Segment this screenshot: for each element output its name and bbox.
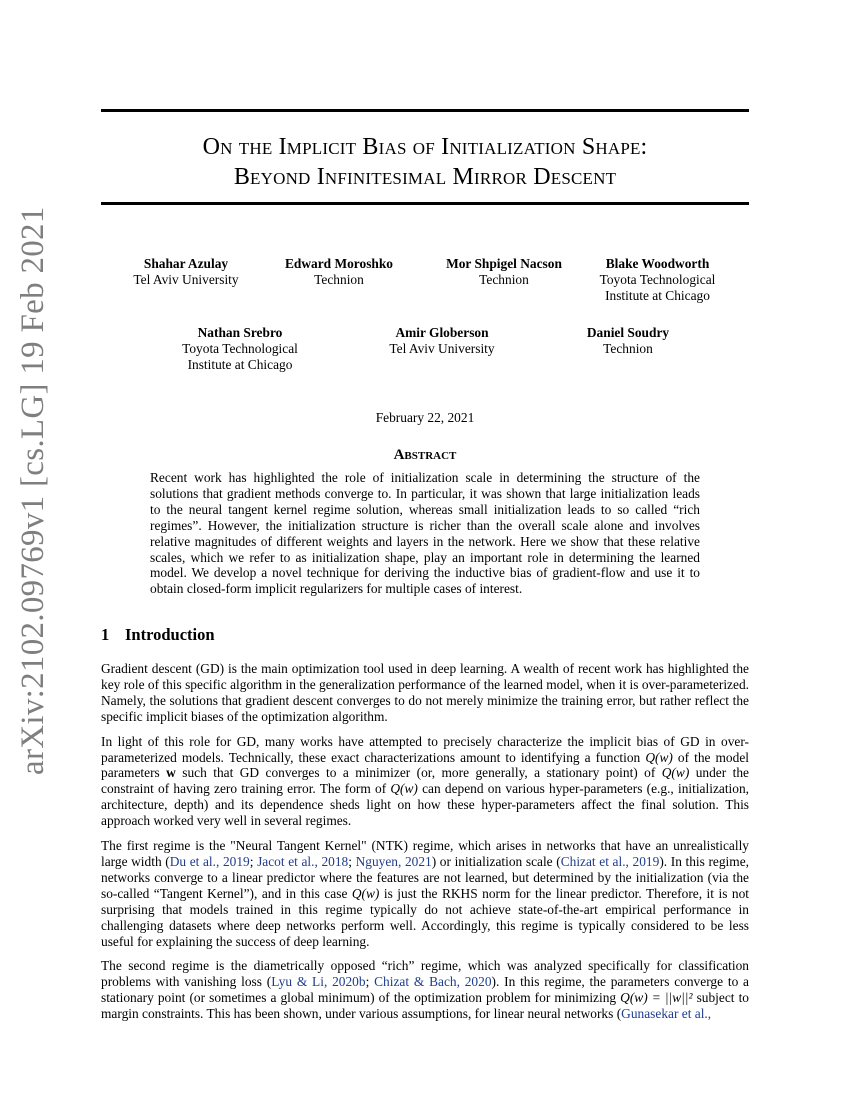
citation-link[interactable]: Chizat et al., 2019 xyxy=(560,853,660,869)
paragraph: In light of this role for GD, many works have attempted to precisely characterize the implicit bias of GD in over-parameterized models. Technically, these exact characterizations amount to identifying a function Q(w) of the model parameters w such that GD converges to a minimizer (or, more generally, a stationary point) of Q(w) under the constraint of having zero training error. The form of Q(w) can depend on various hyper-parameters (e.g., initialization, architecture, depth) and its dependence sheds light on how these hyper-parameters affect the final solution. This approach worked very well in several regimes. xyxy=(101,733,750,829)
author-affiliation: Toyota Technological xyxy=(599,272,716,287)
math-expression: Q(w) xyxy=(645,749,673,765)
title-bottom-rule xyxy=(101,202,749,205)
author-name: Nathan Srebro xyxy=(197,325,283,340)
section-number: 1 xyxy=(101,625,110,644)
paragraph: The first regime is the "Neural Tangent Kernel" (NTK) regime, which arises in networks that have an unrealistically large width (Du et al., 2019; Jacot et al., 2018; Nguyen, 2021) or initialization scale (Chizat et al., 2019). In this regime, networks converge to a linear predictor where the features are not learned, but determined by the initialization (via the so-called “Tangent Kernel”), and in this case Q(w) is just the RKHS norm for the linear predictor. Therefore, it is not surprising that models trained in this regime typically do not achieve state-of-the-art empirical performance in challenging datasets where deep networks perform well. Accordingly, this regime is typically considered to be less useful for explaining the success of deep learning. xyxy=(101,838,749,949)
author-affiliation: Institute at Chicago xyxy=(187,357,293,372)
title-line-2: Beyond Infinitesimal Mirror Descent xyxy=(233,164,617,190)
abstract-text: Recent work has highlighted the role of initialization scale in determining the structure of the solutions that gradient methods converge to. In particular, it was shown that large initialization leads to the neural tangent kernel regime solution, whereas small initialization leads to so called “rich regimes”. However, the initialization structure is richer than the overall scale alone and involves relative magnitudes of different weights and layers in the network. Here we show that these relative scales, which we refer to as initialization shape, play an important role in determining the learned model. We develop a novel technique for deriving the inductive bias of gradient-flow and use it to obtain closed-form implicit regularizers for multiple cases of interest. xyxy=(150,470,700,597)
author-block xyxy=(420,256,588,288)
citation-link[interactable]: Jacot et al., 2018 xyxy=(257,853,349,869)
math-expression: Q(w) xyxy=(661,765,690,781)
author-affiliation: Tel Aviv University xyxy=(389,341,495,356)
author-block xyxy=(556,325,700,357)
author-block xyxy=(580,256,735,304)
title-line-1: On the Implicit Bias of Initialization Shape: xyxy=(202,134,648,160)
author-affiliation: Technion xyxy=(479,272,529,287)
author-name: Edward Moroshko xyxy=(284,256,393,271)
author-affiliation: Institute at Chicago xyxy=(605,288,710,303)
math-symbol: w xyxy=(166,765,176,781)
author-block xyxy=(263,256,415,288)
section-title: Introduction xyxy=(125,625,215,644)
paper-date: February 22, 2021 xyxy=(375,410,475,425)
paragraph: The second regime is the diametrically opposed “rich” regime, which was analyzed specifically for classification problems with vanishing loss (Lyu & Li, 2020b; Chizat & Bach, 2020). In this regime, the parameters converge to a stationary point (or sometimes a global minimum) of the optimization problem for minimizing Q(w) = ||w||² subject to margin constraints. This has been shown, under various assumptions, for linear neural networks (Gunasekar et al., xyxy=(101,958,750,1022)
author-name: Mor Shpigel Nacson xyxy=(446,256,562,271)
author-name: Amir Globerson xyxy=(395,325,489,340)
author-block xyxy=(362,325,522,357)
author-name: Daniel Soudry xyxy=(586,325,670,340)
author-block xyxy=(160,325,320,373)
math-expression: Q(w) xyxy=(390,781,418,797)
citation-link[interactable]: Du et al., 2019 xyxy=(169,853,250,869)
author-name: Shahar Azulay xyxy=(143,256,229,271)
math-expression: Q(w) xyxy=(351,885,380,901)
arxiv-stamp: arXiv:2102.09769v1 [cs.LG] 19 Feb 2021 xyxy=(15,206,51,775)
author-affiliation: Tel Aviv University xyxy=(133,272,239,287)
author-name: Blake Woodworth xyxy=(605,256,710,271)
math-expression: Q(w) = ||w||² xyxy=(620,990,693,1006)
citation-link[interactable]: Nguyen, 2021 xyxy=(355,853,432,869)
author-affiliation: Technion xyxy=(603,341,653,356)
citation-link[interactable]: Chizat & Bach, 2020 xyxy=(374,974,492,990)
section-heading xyxy=(101,625,215,645)
author-affiliation: Technion xyxy=(314,272,364,287)
section-body xyxy=(101,661,749,1031)
paragraph: Gradient descent (GD) is the main optimization tool used in deep learning. A wealth of recent work has highlighted the key role of this specific algorithm in the generalization performance of the learned model, when it is over-parameterized. Namely, the solutions that gradient descent converges to do not merely minimize the training error, but rather reflect the specific implicit biases of the optimization algorithm. xyxy=(101,661,749,724)
author-block xyxy=(108,256,264,288)
citation-link[interactable]: Gunasekar et al., xyxy=(621,1006,712,1022)
abstract-heading: Abstract xyxy=(393,447,457,463)
paper-title xyxy=(101,132,749,192)
title-top-rule xyxy=(101,109,749,112)
citation-link[interactable]: Lyu & Li, 2020b xyxy=(271,974,366,990)
author-affiliation: Toyota Technological xyxy=(182,341,298,356)
